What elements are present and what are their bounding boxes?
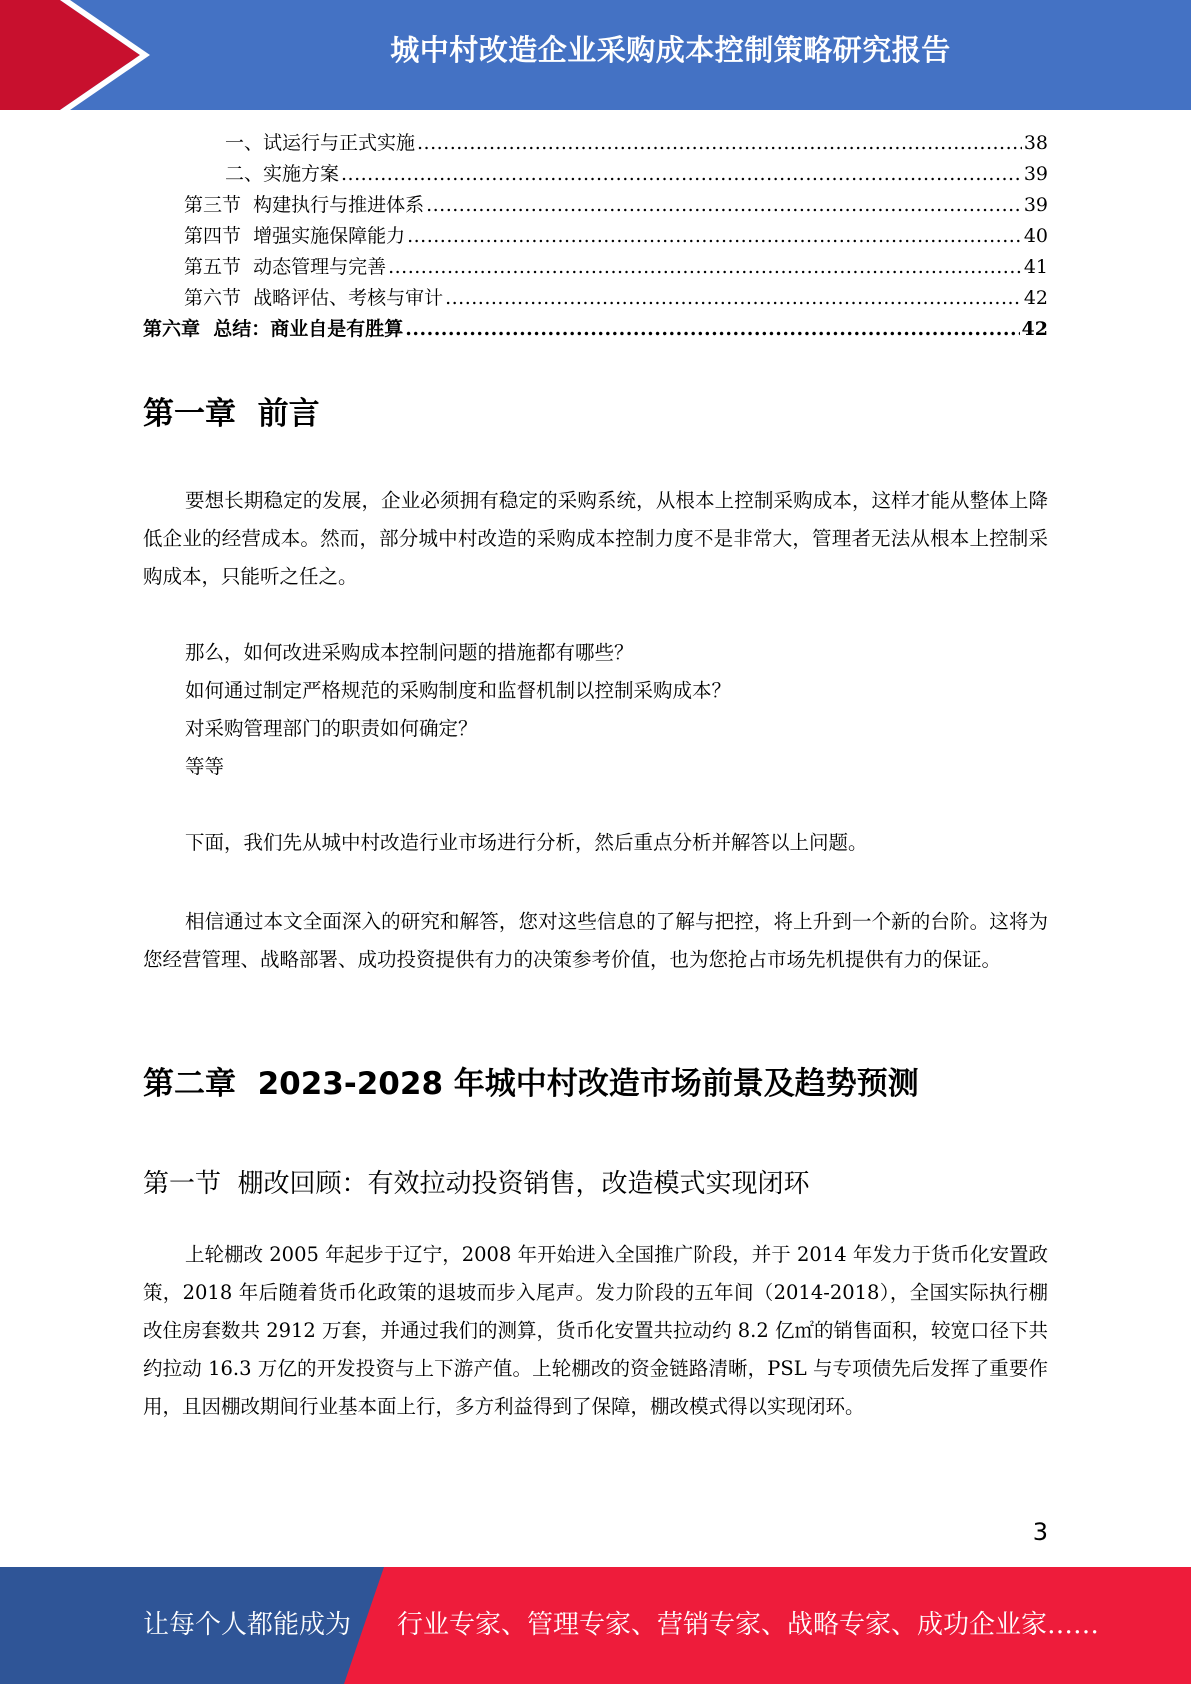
toc-leader-dots [407,221,1022,252]
toc-entry[interactable] [143,283,1048,314]
toc-entry-title: 二、实施方案 [225,163,340,185]
question-line: 那么，如何改进采购成本控制问题的措施都有哪些？ [185,641,634,664]
section-heading: 第一节 棚改回顾：有效拉动投资销售，改造模式实现闭环 [143,1169,810,1199]
question-line: 等等 [185,755,225,778]
toc-entry-title: 一、试运行与正式实施 [225,132,416,154]
footer-banner [0,1567,1191,1684]
toc-leader-dots [405,314,1019,345]
toc-entry-page: 40 [1023,225,1048,247]
toc-entry-title: 第六章 总结：商业自是有胜算 [143,318,404,340]
toc-entry[interactable] [143,190,1048,221]
toc-leader-dots [341,159,1022,190]
chapter-heading: 第二章 2023-2028 年城中村改造市场前景及趋势预测 [143,1066,919,1102]
footer-slogan-right: 行业专家、管理专家、营销专家、战略专家、成功企业家…… [397,1610,1100,1640]
header-banner [0,0,1191,110]
chapter-heading: 第一章 前言 [143,396,320,432]
header-red-arrow-shape [0,0,150,110]
toc-leader-dots [388,252,1022,283]
toc-entry[interactable] [143,128,1048,159]
toc-entry-page: 42 [1023,287,1048,309]
toc-entry-title: 第五节 动态管理与完善 [184,256,387,278]
toc-entry-page: 39 [1023,194,1048,216]
footer-slogan-left: 让每个人都能成为 [143,1610,352,1640]
toc-entry[interactable] [143,221,1048,252]
question-line: 如何通过制定严格规范的采购制度和监督机制以控制采购成本？ [185,679,732,702]
toc-entry-page: 42 [1021,318,1048,340]
toc-entry-title: 第六节 战略评估、考核与审计 [184,287,444,309]
body-paragraph: 要想长期稳定的发展，企业必须拥有稳定的采购系统，从根本上控制采购成本，这样才能从整体上降低企业的经营成本。然而，部分城中村改造的采购成本控制力度不是非常大，管理者无法从根本上控制采购成本，只能听之任之。 [143,489,1048,588]
toc-leader-dots [445,283,1022,314]
toc-entry[interactable] [143,314,1048,345]
body-paragraph: 上轮棚改 2005 年起步于辽宁，2008 年开始进入全国推广阶段，并于 2014 年发力于货币化安置政策，2018 年后随着货币化政策的退坡而步入尾声。发力阶段的五年间（2014-2018），全国实际执行棚改住房套数共 2912 万套，并通过我们的测算，货币化安置共拉动约 8.2 亿㎡的销售面积，较宽口径下共约拉动 16.3 万亿的开发投资与上下游产值。上轮棚改的资金链路清晰，PSL 与专项债先后发挥了重要作用，且因棚改期间行业基本面上行，多方利益得到了保障，棚改模式得以实现闭环。 [143,1243,1048,1418]
body-paragraph: 下面，我们先从城中村改造行业市场进行分析，然后重点分析并解答以上问题。 [185,831,868,854]
toc-entry-title: 第四节 增强实施保障能力 [184,225,406,247]
page-number: 3 [1032,1518,1048,1546]
toc-entry-title: 第三节 构建执行与推进体系 [184,194,425,216]
toc-entry[interactable] [143,252,1048,283]
toc-entry-page: 38 [1023,132,1048,154]
question-line: 对采购管理部门的职责如何确定？ [185,717,478,740]
toc-entry[interactable] [143,159,1048,190]
toc-entry-page: 41 [1023,256,1048,278]
table-of-contents [143,128,1048,345]
report-title: 城中村改造企业采购成本控制策略研究报告 [390,33,951,67]
toc-leader-dots [417,128,1022,159]
toc-entry-page: 39 [1023,163,1048,185]
toc-leader-dots [426,190,1022,221]
body-paragraph: 相信通过本文全面深入的研究和解答，您对这些信息的了解与把控，将上升到一个新的台阶。这将为您经营管理、战略部署、成功投资提供有力的决策参考价值，也为您抢占市场先机提供有力的保证。 [143,910,1048,971]
